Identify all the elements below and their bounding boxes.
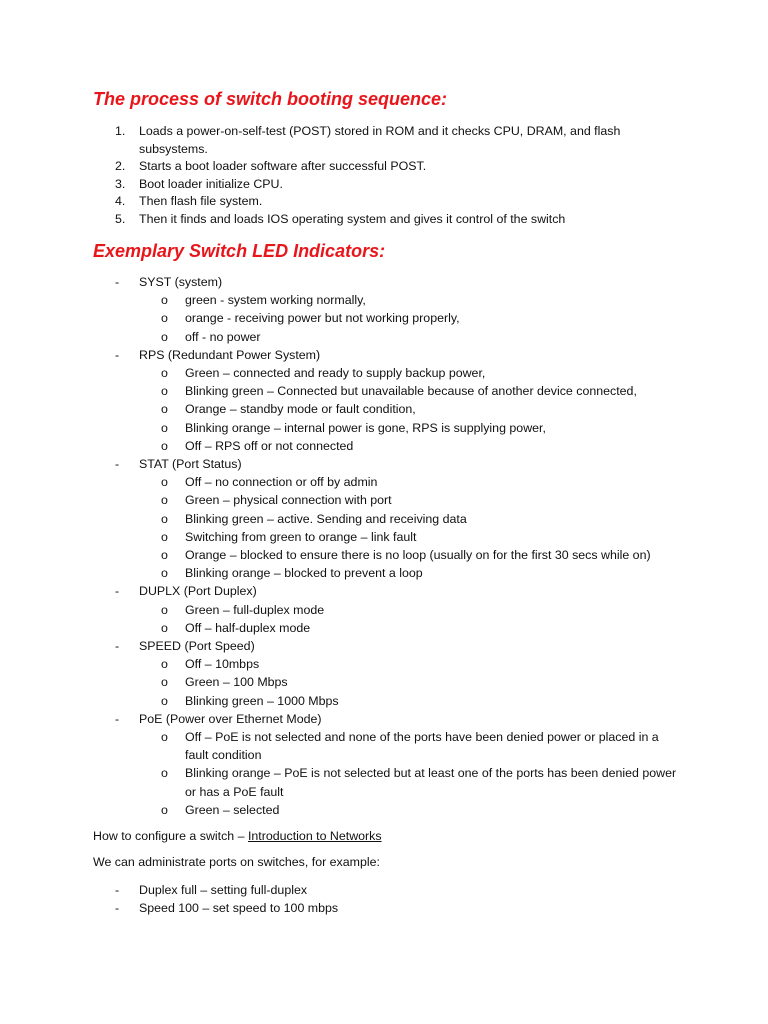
led-state-text: Blinking orange – PoE is not selected but at least one of the ports has been denied power or has a PoE fault — [185, 766, 677, 799]
circle-bullet: o — [161, 802, 168, 817]
led-state-item — [139, 764, 693, 800]
circle-bullet: o — [161, 602, 168, 617]
boot-sequence-heading: The process of switch booting sequence: — [93, 89, 448, 109]
led-item-label: SYST (system) — [139, 275, 223, 289]
led-state-text: Blinking orange – blocked to prevent a loop — [185, 566, 423, 581]
admin-intro-paragraph: We can administrate ports on switches, for example: — [93, 855, 380, 869]
led-state-item — [139, 364, 693, 382]
dash-bullet: - — [115, 275, 120, 289]
led-state-text: Off – 10mbps — [185, 657, 260, 672]
led-state-list — [139, 655, 693, 710]
list-number: 5. — [115, 211, 126, 226]
led-state-item — [139, 309, 693, 327]
led-item-label: STAT (Port Status) — [139, 457, 242, 472]
circle-bullet: o — [161, 511, 168, 526]
led-item-duplx — [93, 582, 693, 637]
led-state-text: Off – half-duplex mode — [185, 620, 311, 635]
circle-bullet: o — [161, 420, 168, 435]
led-item-stat — [93, 455, 693, 582]
circle-bullet: o — [161, 329, 168, 344]
led-state-list — [139, 291, 693, 346]
circle-bullet: o — [161, 366, 168, 381]
led-state-text: Orange – standby mode or fault condition, — [185, 402, 416, 417]
list-item — [93, 899, 338, 917]
circle-bullet: o — [161, 438, 168, 453]
list-item — [93, 881, 338, 899]
list-item-text: Loads a power-on-self-test (POST) stored in ROM and it checks CPU, DRAM, and flash subsystems. — [139, 124, 621, 156]
list-item-text: Boot loader initialize CPU. — [139, 176, 283, 191]
list-number: 3. — [115, 176, 126, 191]
led-state-item — [139, 655, 693, 673]
led-state-item — [139, 728, 693, 764]
led-state-item — [139, 801, 693, 819]
list-item — [93, 158, 673, 176]
led-state-text: Off – RPS off or not connected — [185, 438, 354, 453]
circle-bullet: o — [161, 675, 168, 690]
list-item-text: Then it finds and loads IOS operating system and gives it control of the switch — [139, 211, 566, 226]
dash-bullet: - — [115, 584, 120, 599]
led-item-speed — [93, 637, 693, 710]
led-state-text: Blinking green – active. Sending and receiving data — [185, 511, 467, 526]
led-state-text: orange - receiving power but not working properly, — [185, 311, 460, 326]
circle-bullet: o — [161, 529, 168, 544]
led-state-item — [139, 673, 693, 691]
led-state-item — [139, 564, 693, 582]
led-item-rps — [93, 346, 693, 455]
circle-bullet: o — [161, 311, 168, 326]
boot-steps-list — [93, 123, 673, 229]
led-state-text: green - system working normally, — [185, 293, 366, 308]
led-state-item — [139, 473, 693, 491]
dash-bullet: - — [115, 711, 120, 726]
list-item-text: Then flash file system. — [139, 194, 263, 209]
led-state-list — [139, 601, 693, 637]
led-state-item — [139, 419, 693, 437]
list-item-text: Duplex full – setting full-duplex — [139, 883, 308, 897]
led-state-text: Green – physical connection with port — [185, 493, 392, 508]
led-state-text: Green – connected and ready to supply backup power, — [185, 366, 486, 381]
list-item — [93, 193, 673, 211]
circle-bullet: o — [161, 475, 168, 490]
led-item-poe — [93, 710, 693, 819]
led-item-label: RPS (Redundant Power System) — [139, 347, 321, 362]
configure-paragraph — [93, 827, 382, 845]
circle-bullet: o — [161, 293, 168, 308]
list-number: 1. — [115, 124, 126, 138]
circle-bullet: o — [161, 402, 168, 417]
list-number: 2. — [115, 159, 126, 174]
circle-bullet: o — [161, 766, 168, 781]
led-state-text: Switching from green to orange – link fault — [185, 529, 417, 544]
list-number: 4. — [115, 194, 126, 209]
circle-bullet: o — [161, 548, 168, 563]
list-item-text: Speed 100 – set speed to 100 mbps — [139, 901, 339, 916]
led-state-text: off - no power — [185, 329, 261, 344]
led-state-text: Green – 100 Mbps — [185, 675, 288, 690]
circle-bullet: o — [161, 730, 168, 745]
led-state-item — [139, 491, 693, 509]
led-state-item — [139, 619, 693, 637]
list-item — [93, 211, 673, 229]
led-state-item — [139, 601, 693, 619]
led-state-item — [139, 437, 693, 455]
circle-bullet: o — [161, 384, 168, 399]
dash-bullet: - — [115, 457, 120, 472]
circle-bullet: o — [161, 566, 168, 581]
circle-bullet: o — [161, 693, 168, 708]
led-state-item — [139, 328, 693, 346]
circle-bullet: o — [161, 493, 168, 508]
led-state-text: Off – PoE is not selected and none of the ports have been denied power or placed in a fault condition — [185, 730, 659, 763]
led-item-label: DUPLX (Port Duplex) — [139, 584, 257, 599]
led-state-item — [139, 546, 693, 564]
led-state-list — [139, 473, 693, 582]
led-state-item — [139, 382, 693, 400]
led-state-list — [139, 728, 693, 819]
led-state-item — [139, 528, 693, 546]
led-state-text: Orange – blocked to ensure there is no loop (usually on for the first 30 secs while on) — [185, 548, 651, 563]
configure-prefix: How to configure a switch – — [93, 829, 248, 843]
led-state-item — [139, 400, 693, 418]
circle-bullet: o — [161, 620, 168, 635]
led-item-label: PoE (Power over Ethernet Mode) — [139, 711, 322, 726]
led-state-item — [139, 291, 693, 309]
led-state-item — [139, 510, 693, 528]
led-state-text: Blinking green – Connected but unavailable because of another device connected, — [185, 384, 637, 399]
led-state-text: Blinking orange – internal power is gone, RPS is supplying power, — [185, 420, 546, 435]
list-item — [93, 176, 673, 194]
list-item-text: Starts a boot loader software after successful POST. — [139, 159, 427, 174]
led-item-syst — [93, 273, 693, 346]
led-state-text: Off – no connection or off by admin — [185, 475, 378, 490]
dash-bullet: - — [115, 883, 120, 897]
admin-examples-list — [93, 881, 338, 917]
led-indicator-list — [93, 273, 693, 819]
list-item — [93, 123, 673, 158]
led-state-item — [139, 692, 693, 710]
led-state-text: Green – full-duplex mode — [185, 602, 325, 617]
led-item-label: SPEED (Port Speed) — [139, 639, 255, 654]
intro-networks-link[interactable]: Introduction to Networks — [247, 829, 382, 843]
led-state-list — [139, 364, 693, 455]
dash-bullet: - — [115, 639, 120, 654]
circle-bullet: o — [161, 657, 168, 672]
led-indicators-heading: Exemplary Switch LED Indicators: — [93, 241, 386, 261]
dash-bullet: - — [115, 347, 120, 362]
led-state-text: Green – selected — [185, 802, 280, 817]
led-state-text: Blinking green – 1000 Mbps — [185, 693, 339, 708]
dash-bullet: - — [115, 901, 120, 916]
